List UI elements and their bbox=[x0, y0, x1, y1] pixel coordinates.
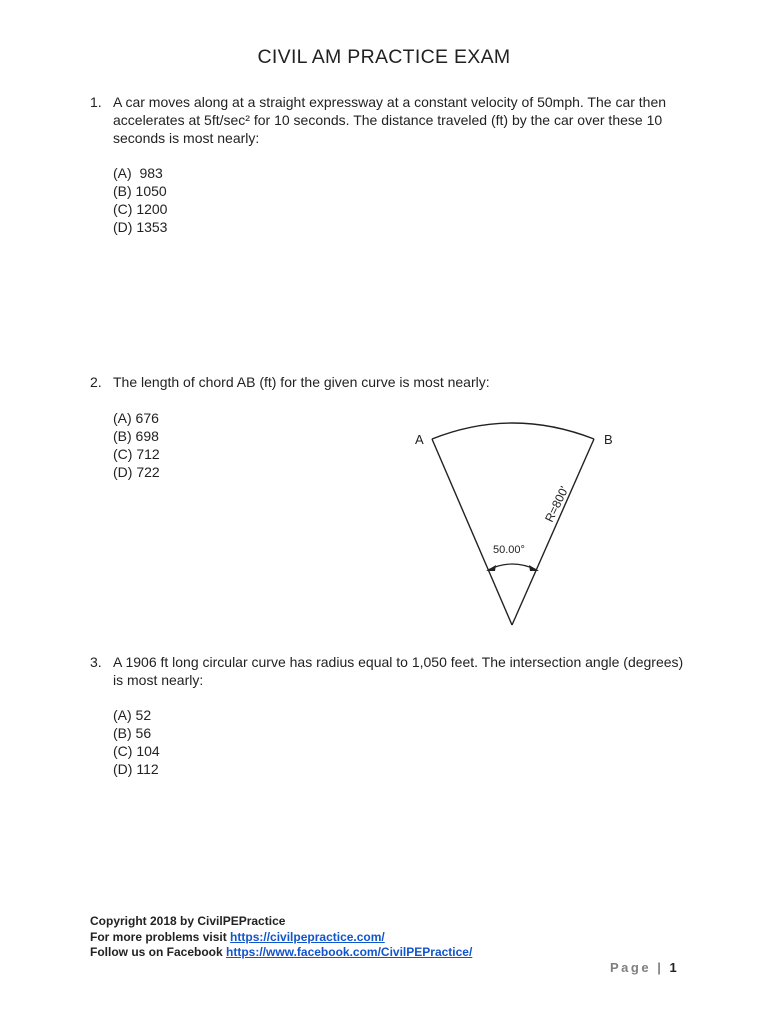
visit-line bbox=[90, 930, 472, 946]
page-label: Page bbox=[610, 960, 652, 975]
option-c: (C) 1200 bbox=[113, 201, 168, 217]
page-title: CIVIL AM PRACTICE EXAM bbox=[257, 46, 511, 68]
question-1-options bbox=[113, 164, 167, 236]
page-number-value: 1 bbox=[669, 960, 677, 975]
curve-diagram bbox=[400, 415, 640, 635]
question-number: 2. bbox=[90, 374, 102, 390]
curve-arc bbox=[432, 423, 594, 439]
visit-prefix: For more problems visit bbox=[90, 929, 231, 944]
point-a-label: A bbox=[415, 432, 424, 447]
option-d: (D) 112 bbox=[113, 761, 159, 777]
question-text: A car moves along at a straight expressway at a constant velocity of 50mph. The car then accelerates at 5ft/sec² for 10 seconds. The distance traveled (ft) by the car over these 10 seconds is most nearly: bbox=[113, 94, 667, 146]
question-1 bbox=[90, 93, 690, 147]
footer bbox=[90, 914, 472, 961]
option-d: (D) 1353 bbox=[113, 219, 168, 235]
question-text: A 1906 ft long circular curve has radius equal to 1,050 feet. The intersection angle (degrees) is most nearly: bbox=[113, 654, 684, 688]
question-number: 3. bbox=[90, 654, 102, 670]
question-text: The length of chord AB (ft) for the given curve is most nearly: bbox=[113, 374, 490, 390]
option-b: (B) 698 bbox=[113, 428, 159, 444]
option-b: (B) 56 bbox=[113, 725, 152, 741]
option-a: (A) 676 bbox=[113, 410, 159, 426]
question-3-options bbox=[113, 706, 160, 778]
copyright-line: Copyright 2018 by CivilPEPractice bbox=[90, 914, 286, 928]
option-c: (C) 712 bbox=[113, 446, 160, 462]
option-b: (B) 1050 bbox=[113, 183, 167, 199]
facebook-prefix: Follow us on Facebook bbox=[90, 945, 227, 959]
question-3 bbox=[90, 653, 690, 689]
radius-line-b bbox=[512, 439, 594, 625]
point-b-label: B bbox=[604, 432, 613, 447]
facebook-line bbox=[90, 945, 472, 961]
facebook-link[interactable]: https://www.facebook.com/CivilPEPractice/ bbox=[226, 945, 473, 959]
option-c: (C) 104 bbox=[113, 743, 160, 759]
radius-label: R=800' bbox=[542, 484, 572, 525]
question-number: 1. bbox=[90, 94, 102, 110]
option-a: (A) 52 bbox=[113, 707, 152, 723]
radius-line-a bbox=[432, 439, 512, 625]
option-a: (A) 983 bbox=[113, 165, 163, 181]
option-d: (D) 722 bbox=[113, 464, 160, 480]
question-2 bbox=[90, 373, 690, 391]
angle-label: 50.00° bbox=[493, 544, 525, 556]
question-2-options bbox=[113, 409, 160, 481]
page-number bbox=[610, 960, 677, 975]
page-separator: | bbox=[657, 960, 664, 975]
website-link[interactable]: https://civilpepractice.com/ bbox=[230, 929, 385, 944]
